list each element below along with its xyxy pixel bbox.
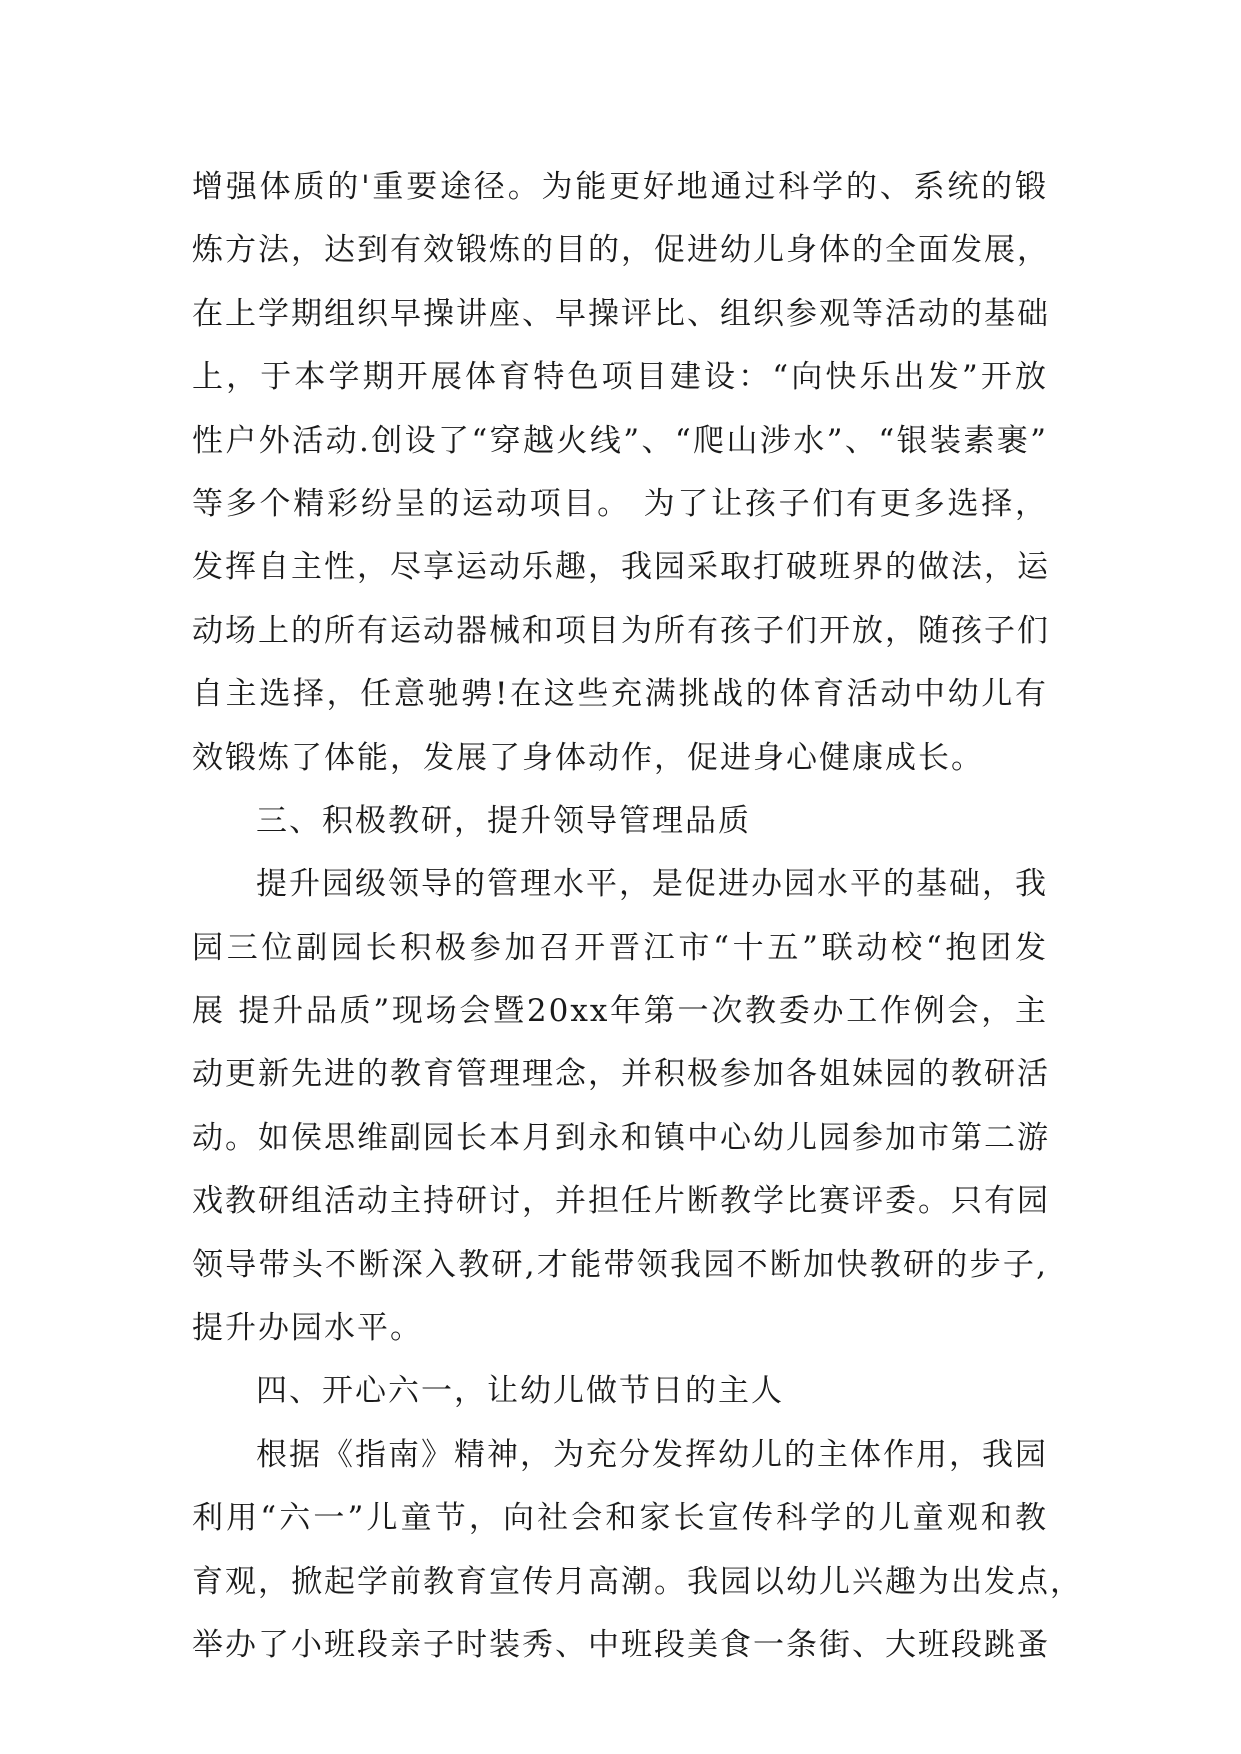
text-line: 展 提升品质”现场会暨20xx年第一次教委办工作例会，主: [192, 993, 1048, 1030]
document-body: [192, 156, 1083, 1677]
text-line: 动。如侯思维副园长本月到永和镇中心幼儿园参加市第二游: [192, 1119, 1050, 1156]
text-line: 在上学期组织早操讲座、早操评比、组织参观等活动的基础: [192, 295, 1050, 332]
text-line: 上，于本学期开展体育特色项目建设：“向快乐出发”开放: [192, 359, 1048, 396]
text-line: 发挥自主性，尽享运动乐趣，我园采取打破班界的做法，运: [192, 549, 1050, 586]
text-line: 增强体质的'重要途径。为能更好地通过科学的、系统的锻: [192, 169, 1048, 205]
text-line: 提升办园水平。: [192, 1310, 423, 1347]
text-line: 园三位副园长积极参加召开晋江市“十五”联动校“抱团发: [192, 929, 1048, 966]
text-line: 等多个精彩纷呈的运动项目。 为了让孩子们有更多选择，: [192, 485, 1048, 522]
text-line: 动场上的所有运动器械和项目为所有孩子们开放，随孩子们: [192, 612, 1050, 649]
text-line: 自主选择，任意驰骋!在这些充满挑战的体育活动中幼儿有: [192, 676, 1048, 713]
text-line: 育观，掀起学前教育宣传月高潮。我园以幼儿兴趣为出发点，: [192, 1563, 1083, 1600]
text-line: 举办了小班段亲子时装秀、中班段美食一条街、大班段跳蚤: [192, 1626, 1050, 1663]
text-line: 戏教研组活动主持研讨，并担任片断教学比赛评委。只有园: [192, 1183, 1050, 1220]
text-line: 利用“六一”儿童节，向社会和家长宣传科学的儿童观和教: [192, 1500, 1048, 1537]
text-line: 三、积极教研，提升领导管理品质: [256, 802, 751, 839]
text-line: 提升园级领导的管理水平，是促进办园水平的基础，我: [256, 866, 1048, 903]
text-line: 四、开心六一，让幼儿做节日的主人: [256, 1373, 784, 1410]
text-line: 动更新先进的教育管理理念，并积极参加各姐妹园的教研活: [192, 1056, 1050, 1093]
text-line: 炼方法，达到有效锻炼的目的，促进幼儿身体的全面发展，: [192, 232, 1050, 269]
text-line: 效锻炼了体能，发展了身体动作，促进身心健康成长。: [192, 739, 984, 776]
text-line: 根据《指南》精神，为充分发挥幼儿的主体作用，我园: [256, 1436, 1048, 1473]
text-line: 领导带头不断深入教研,才能带领我园不断加快教研的步子,: [192, 1246, 1048, 1283]
text-line: 性户外活动.创设了“穿越火线”、“爬山涉水”、“银装素裹”: [192, 422, 1048, 459]
